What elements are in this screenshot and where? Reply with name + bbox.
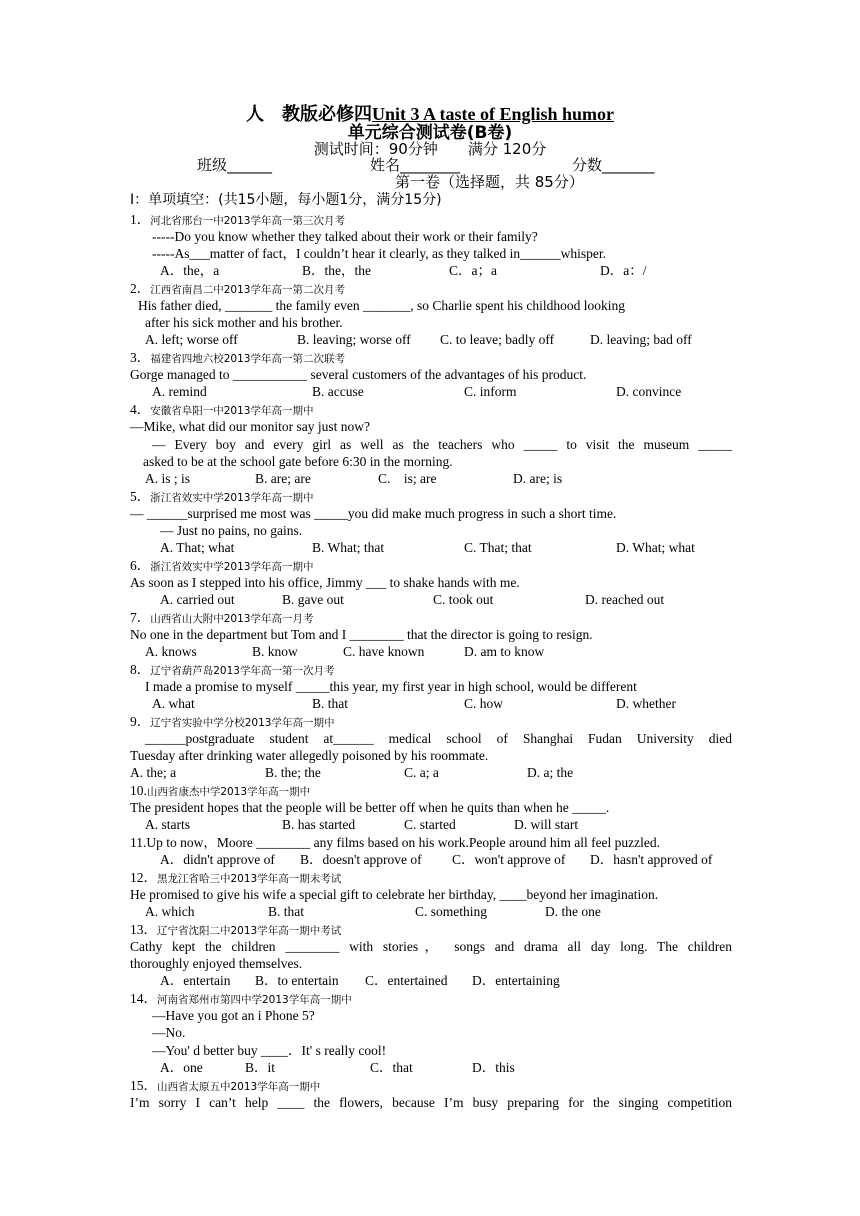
question-stem-line: — Just no pains, no gains. — [160, 523, 303, 538]
question-number: 3． — [130, 350, 151, 365]
question-source: 安徽省阜阳一中2013学年高一期中 — [150, 405, 314, 417]
question-stem-line: ______postgraduate student at______ medical school of Shanghai Fudan University died — [145, 731, 732, 746]
answer-option: A. left; worse off — [145, 332, 238, 347]
answer-option: D. the one — [545, 904, 601, 919]
answer-option: D. will start — [514, 817, 579, 832]
answer-option: D. am to know — [464, 644, 545, 659]
question-number: 9． — [130, 714, 151, 729]
question-stem-line — [130, 834, 660, 851]
question-source: 黑龙江省哈三中2013学年高一期末考试 — [157, 873, 342, 885]
answer-option: A．entertain — [160, 973, 231, 988]
question-stem-line: after his sick mother and his brother. — [145, 315, 343, 330]
answer-option: D. convince — [616, 384, 682, 399]
answer-option: C．that — [370, 1060, 413, 1075]
document-subtitle: 单元综合测试卷(B卷) — [347, 123, 513, 143]
answer-option: C. is; are — [378, 471, 437, 486]
question-number: 14． — [130, 991, 157, 1006]
answer-option: D. whether — [616, 696, 676, 711]
answer-option: A. That; what — [160, 540, 235, 555]
question-stem-line: I’m sorry I can’t help ____ the flowers, because I’m busy preparing for the singing competition — [130, 1095, 732, 1110]
question-number: 12． — [130, 870, 157, 885]
question-stem-line: — Every boy and every girl as well as the teachers who _____ to visit the museum _____ — [152, 437, 732, 452]
answer-option: C. how — [464, 696, 504, 711]
answer-option: D. are; is — [513, 471, 563, 486]
question-stem-line: The president hopes that the people will be better off when he quits than when he _____. — [130, 800, 610, 815]
question-text: Up to now，Moore ________ any films based on his work.People around him all feel puzzled. — [146, 835, 661, 850]
answer-option: C. started — [404, 817, 456, 832]
question-source: 山西省康杰中学2013学年高一期中 — [146, 786, 311, 798]
name-label: 姓名________ — [370, 156, 461, 174]
answer-option: B. the; the — [265, 765, 321, 780]
answer-option: A. carried out — [160, 592, 235, 607]
question-source: 河南省郑州市第四中学2013学年高一期中 — [157, 994, 352, 1006]
answer-option: C. something — [415, 904, 488, 919]
answer-option: C. That; that — [464, 540, 532, 555]
question-source: 江西省南昌二中2013学年高一第二次月考 — [150, 284, 345, 296]
question-stem-line: No one in the department but Tom and I ________ that the director is going to resign. — [130, 627, 593, 642]
question-source: 辽宁省葫芦岛2013学年高一第一次月考 — [150, 665, 335, 677]
question-source: 浙江省效实中学2013学年高一期中 — [150, 492, 314, 504]
answer-option: A. the; a — [130, 765, 177, 780]
question-number: 13． — [130, 922, 157, 937]
answer-option: D．a：/ — [600, 263, 647, 278]
answer-option: A. starts — [145, 817, 190, 832]
question-number: 6． — [130, 558, 151, 573]
question-stem-line: He promised to give his wife a special gift to celebrate her birthday, ____beyond her imagination. — [130, 887, 659, 902]
section-heading: I：单项填空：(共15小题，每小题1分，满分15分) — [130, 192, 442, 208]
question-stem-line: thoroughly enjoyed themselves. — [130, 956, 303, 971]
question-stem-line: —Mike, what did our monitor say just now? — [130, 419, 370, 434]
question-stem-line: asked to be at the school gate before 6:30 in the morning. — [143, 454, 453, 469]
question-stem-line: —Have you got an i Phone 5? — [152, 1008, 315, 1023]
class-label: 班级______ — [197, 156, 273, 174]
question-source: 福建省四地六校2013学年高一第二次联考 — [150, 353, 345, 365]
answer-option: B. that — [268, 904, 304, 919]
score-label: 分数_______ — [572, 156, 655, 174]
question-source: 浙江省效实中学2013学年高一期中 — [150, 561, 314, 573]
answer-option: C．won't approve of — [452, 852, 566, 867]
answer-option: D. leaving; bad off — [590, 332, 692, 347]
question-source: 辽宁省沈阳二中2013学年高一期中考试 — [157, 925, 342, 937]
answer-option: A. what — [152, 696, 195, 711]
answer-option: A．one — [160, 1060, 203, 1075]
question-number: 4． — [130, 402, 151, 417]
answer-option: B. accuse — [312, 384, 364, 399]
question-source: 辽宁省实验中学分校2013学年高一期中 — [150, 717, 335, 729]
question-number: 2． — [130, 281, 151, 296]
question-stem-line: I made a promise to myself _____this year, my first year in high school, would be different — [145, 679, 637, 694]
answer-option: C. a; a — [404, 765, 439, 780]
answer-option: B．to entertain — [255, 973, 339, 988]
answer-option: B. has started — [282, 817, 356, 832]
answer-option: B．it — [245, 1060, 276, 1075]
answer-option: B. leaving; worse off — [297, 332, 411, 347]
question-number: 5． — [130, 489, 151, 504]
answer-option: B．the，the — [302, 263, 371, 278]
answer-option: B. that — [312, 696, 348, 711]
answer-option: D．entertaining — [472, 973, 560, 988]
question-stem-line: Tuesday after drinking water allegedly poisoned by his roommate. — [130, 748, 489, 763]
question-stem-line: -----Do you know whether they talked about their work or their family? — [152, 229, 538, 244]
question-number: 15． — [130, 1078, 157, 1093]
answer-option: B. know — [252, 644, 298, 659]
time-line: 测试时间：90分钟 满分 120分 — [313, 140, 547, 158]
answer-option: A. is ; is — [145, 471, 191, 486]
answer-option: C．entertained — [365, 973, 448, 988]
answer-option: D. a; the — [527, 765, 574, 780]
question-source: 山西省太原五中2013学年高一期中 — [157, 1081, 321, 1093]
question-number: 7． — [130, 610, 151, 625]
answer-option: A. remind — [152, 384, 207, 399]
question-stem-line: —No. — [152, 1025, 186, 1040]
answer-option: D．hasn't approved of — [590, 852, 713, 867]
answer-option: B. gave out — [282, 592, 344, 607]
answer-option: C. have known — [343, 644, 425, 659]
answer-option: A. knows — [145, 644, 197, 659]
answer-option: C. took out — [433, 592, 494, 607]
question-number: 1． — [130, 212, 151, 227]
question-number: 10. — [130, 783, 147, 798]
question-stem-line: —You' d better buy ____．It' s really cool! — [152, 1043, 387, 1058]
question-stem-line: -----As___matter of fact，I couldn’t hear it clearly, as they talked in______whisper. — [152, 246, 606, 261]
answer-option: A．didn't approve of — [160, 852, 275, 867]
question-number: 8． — [130, 662, 151, 677]
answer-option: C. inform — [464, 384, 517, 399]
title-prefix: 人 教版必修四 — [245, 104, 372, 125]
answer-option: B. are; are — [255, 471, 311, 486]
title-unit: Unit 3 A taste of English humor — [371, 104, 615, 124]
question-stem-line: Gorge managed to ___________ several customers of the advantages of his product. — [130, 367, 587, 382]
part-title: 第一卷（选择题，共 85分） — [395, 173, 584, 191]
question-stem-line: — ______surprised me most was _____you did make much progress in such a short time. — [130, 506, 617, 521]
answer-option: D. What; what — [616, 540, 695, 555]
question-source: 山西省山大附中2013学年高一月考 — [150, 613, 314, 625]
answer-option: C. to leave; badly off — [440, 332, 555, 347]
answer-option: A．the，a — [160, 263, 220, 278]
answer-option: B．doesn't approve of — [300, 852, 422, 867]
answer-option: C．a；a — [449, 263, 497, 278]
answer-option: A. which — [145, 904, 195, 919]
question-number: 11. — [130, 835, 147, 850]
question-stem-line: Cathy kept the children ________ with stories， songs and drama all day long. The children — [130, 939, 732, 954]
question-stem-line: As soon as I stepped into his office, Jimmy ___ to shake hands with me. — [130, 575, 520, 590]
question-stem-line: His father died, _______ the family even _______, so Charlie spent his childhood looking — [138, 298, 626, 313]
question-source: 河北省邢台一中2013学年高一第三次月考 — [150, 215, 345, 227]
answer-option: D. reached out — [585, 592, 665, 607]
answer-option: D．this — [472, 1060, 515, 1075]
answer-option: B. What; that — [312, 540, 385, 555]
